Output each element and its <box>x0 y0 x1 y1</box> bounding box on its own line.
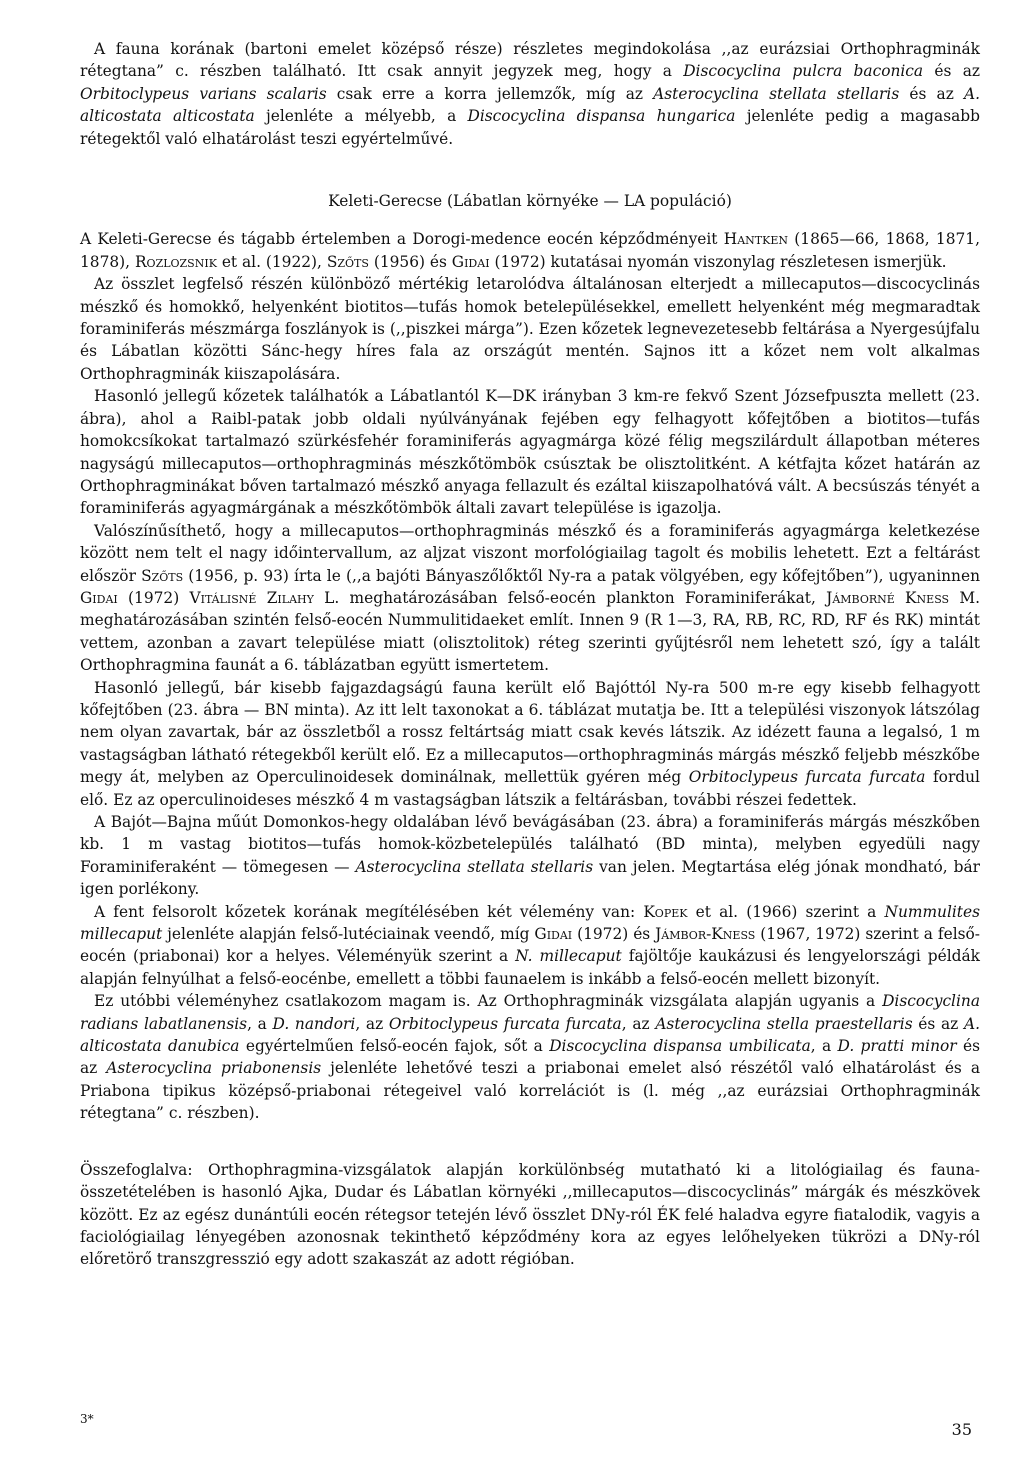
text-run: van jelen. Megtartása elég jónak mondható, bár igen porlékony. <box>80 857 981 899</box>
taxon-name: Discocyclina radians labatlanensis <box>80 992 980 1033</box>
paragraph-sampling <box>80 520 980 677</box>
text-run: jelenléte alapján felső-lutéciainak veendő, míg <box>162 925 535 944</box>
author-name: Szőts <box>141 566 184 585</box>
text-run: jelenléte a mélyebb, a <box>254 107 468 126</box>
text-run: és az <box>80 1037 980 1078</box>
text-run: et al. (1922), <box>216 252 327 271</box>
text-run: (1956) és <box>368 252 452 271</box>
text-run: (1956, p. 93) írta le (,,a bajóti Bányaszőlőktől Ny-ra a patak völgyében, egy kőfejtőben”), ugyaninnen <box>183 566 980 585</box>
text-run: A fent felsorolt kőzetek korának megítélésében két vélemény van: <box>94 902 644 921</box>
paragraph-author-opinion <box>80 990 980 1124</box>
text-run: Ez utóbbi véleményhez csatlakozom magam is. Az Orthophragminák vizsgálata alapján ugyanis a <box>94 992 883 1011</box>
text-run: jelenléte pedig a magasabb rétegektől való elhatárolást teszi egyértelművé. <box>80 107 980 148</box>
text-run: (1972) <box>117 588 190 607</box>
taxon-name: Asterocyclina stellata stellaris <box>355 857 594 876</box>
page-footer <box>80 1412 972 1440</box>
page-number: 35 <box>951 1420 972 1439</box>
text-run: Hasonló jellegű, bár kisebb fajgazdagságú fauna került elő Bajóttól Ny-ra 500 m-re egy kisebb felhagyott kőfejtőben (23. ábra — BN minta). Az itt lelt taxonokat a 6. táblázat mutatja be. Itt a települési viszonyok látszólag nem olyan zavartak, bár az összletből a rossz feltártság miatt csak kevés látszik. Az idézett fauna a legalsó, 1 m vastagságban látható rétegekből került elő. Ez a millecaputos—orthophragminás márgás mészkő feljebb mészkőbe megy át, melyben az Operculinoidesek dominálnak, mellettük gyéren még <box>80 678 980 787</box>
document-page <box>80 38 980 1271</box>
text-run: (1972) és <box>572 925 656 944</box>
taxon-name: Discocyclina dispansa hungarica <box>467 107 736 126</box>
text-run: és az <box>899 84 964 103</box>
paragraph-age-opinions <box>80 901 980 991</box>
author-name: Gidai <box>80 588 118 607</box>
text-run: csak erre a korra jellemzők, míg az <box>326 84 654 103</box>
text-run: , az <box>621 1014 656 1033</box>
author-name: Kopek <box>643 902 688 921</box>
text-run: fordul elő. Ez az operculinoideses mészkő 4 m vastagságban látszik a feltárásban, további részei fedettek. <box>80 768 980 809</box>
text-run: L. meghatározásában felső-eocén plankton Foraminiferákat, <box>313 588 827 607</box>
taxon-name: D. pratti minor <box>837 1037 957 1056</box>
text-run: et al. (1966) szerint a <box>687 902 885 921</box>
author-name: Szőts <box>326 252 369 271</box>
section-heading: Keleti-Gerecse (Lábatlan környéke — LA populáció) <box>328 192 732 211</box>
text-run: (1865—66, 1868, 1871, 1878), <box>80 230 980 271</box>
taxon-name: D. nandori <box>272 1014 356 1033</box>
text-run: A Keleti-Gerecse és tágabb értelemben a Dorogi-medence eocén képződményeit <box>80 230 724 249</box>
text-run: , az <box>355 1014 389 1033</box>
text-run: és az <box>912 1014 964 1033</box>
author-name: Gidai <box>451 252 490 271</box>
paragraph-bajot-quarry <box>80 677 980 811</box>
taxon-name: A. alticostata danubica <box>80 1014 980 1056</box>
taxon-name: Discocyclina dispansa umbilicata <box>549 1037 811 1056</box>
author-name: Jámbor-Kness <box>655 925 756 944</box>
taxon-name: Discocyclina pulcra baconica <box>683 62 924 81</box>
text-run: fajöltője kaukázusi és lengyelországi példák alapján felnyúlhat a felső-eocénbe, emellett a többi faunaelem is inkább a felső-eocén mellett bizonyít. <box>80 947 980 988</box>
paragraph-intro <box>80 228 980 273</box>
paragraph-domonkos-hegy <box>80 811 980 901</box>
author-name: Vitálisné Zilahy <box>189 588 314 607</box>
author-name: Rozlozsnik <box>134 252 217 271</box>
text-run: M. meghatározásában szintén felső-eocén Nummulitidaeket említ. Innen 9 (R 1—3, RA, RB, RC, RD, RF és RK) mintát vettem, azonban a zavart települése miatt (olisztolitok) réteg szerinti gyűjtésről nem lehetett szó, így a talált Orthophragmina faunát a 6. táblázatban együtt ismertetem. <box>80 588 981 675</box>
text-run: jelenléte lehetővé teszi a priabonai emelet alsó részétől való elhatárolást és a Priabona tipikus középső-priabonai rétegeivel való korrelációt is (l. még ,,az eurázsiai Orthophragminák rétegtana” c. részben). <box>80 1059 980 1123</box>
text-run: A fauna korának (bartoni emelet középső része) részletes megindokolása ,,az eurázsiai Orthophragminák rétegtana” c. részben található. Itt csak annyit jegyzek meg, hogy a <box>80 40 980 81</box>
paragraph-sequence: Az összlet legfelső részén különböző mértékig letarolódva általánosan elterjedt a millecaputos—discocyclinás mészkő és homokkő, helyenként biotitos—tufás homok betelepülésekkel, emellett helyenként még megmaradtak foraminiferás mészmárga foszlányok is (,,piszkei márga”). Ezen kőzetek legnevezetesebb feltárása a Nyergesújfalu és Lábatlan közötti Sánc-hegy híres fala az országút mentén. Sajnos itt a kőzet nem volt alkalmas Orthophragminák kiiszapolására. <box>80 275 980 383</box>
author-name: Gidai <box>534 925 573 944</box>
taxon-name: Asterocyclina priabonensis <box>106 1059 322 1078</box>
taxon-name: Nummulites millecaput <box>80 902 980 944</box>
text-run: , a <box>810 1037 838 1056</box>
paragraph-locality-szent-jozsefpuszta: Hasonló jellegű kőzetek találhatók a Lábatlantól K—DK irányban 3 km-re fekvő Szent Józsefpuszta mellett (23. ábra), ahol a Raibl-patak jobb oldali nyúlványának fejében egy felhagyott kőfejtőben a biotitos—tufás homokcsíkokat tartalmazó szürkésfehér foraminiferás agyagmárga közé félig megszilárdult állapotban méteres nagyságú millecaputos—orthophragminás mészkőtömbök csúsztak be olisztolitként. A kétfajta kőzet határán az Orthophragminákat bőven tartalmazó mészkő anyaga fellazult és ezáltal kiiszapolhatóvá vált. A becsúszás tényét a foraminiferás agyagmárgának a mészkőtömbök általi zavart települése is igazolja. <box>80 387 980 518</box>
text-run: és az <box>923 62 980 81</box>
signature-mark: 3* <box>80 1412 94 1426</box>
author-name: Jámborné Kness <box>826 588 950 607</box>
text-run: (1967, 1972) szerint a felső-eocén (priabonai) kor a helyes. Véleményük szerint a <box>80 925 980 966</box>
taxon-name: Asterocyclina stellata stellaris <box>653 84 900 103</box>
text-run: A Bajót—Bajna műút Domonkos-hegy oldalában lévő bevágásában (23. ábra) a foraminiferás márgás mészkőben kb. 1 m vastag biotitos—tufás homok-közbetelepülés található (BD minta), melyben egyedüli nagy Foraminiferaként — tömegesen — <box>80 813 980 876</box>
taxon-name: Orbitoclypeus furcata furcata <box>388 1014 622 1033</box>
text-run: egyértelműen felső-eocén fajok, sőt a <box>239 1037 550 1056</box>
paragraph-fauna-age <box>80 38 980 150</box>
section-spacer <box>80 1125 980 1159</box>
text-run: (1972) kutatásai nyomán viszonylag részletesen ismerjük. <box>489 252 947 271</box>
text-run: , a <box>247 1014 273 1033</box>
taxon-name: Orbitoclypeus furcata furcata <box>688 768 926 787</box>
paragraph-summary: Összefoglalva: Orthophragmina-vizsgálatok alapján korkülönbség mutatható ki a litológiailag és fauna-összetételében is hasonló Ajka, Dudar és Lábatlan környéki ,,millecaputos—discocyclinás” márgák és mészkövek között. Ez az egész dunántúli eocén rétegsor tetején lévő összlet DNy-ról ÉK felé haladva egyre fiatalodik, vagyis a faciológiailag lényegében azonosnak tekinthető képződmény kora az egyes lelőhelyeken tükrözi a DNy-ról előretörő transzgresszió egy adott szakaszát az adott régióban. <box>80 1160 980 1269</box>
taxon-name: Orbitoclypeus varians scalaris <box>80 84 327 103</box>
taxon-name: Asterocyclina stella praestellaris <box>655 1014 913 1033</box>
author-name: Hantken <box>723 230 788 249</box>
taxon-name: N. millecaput <box>515 947 622 966</box>
text-run: Valószínűsíthető, hogy a millecaputos—orthophragminás mészkő és a foraminiferás agyagmárga keletkezése között nem telt el nagy időintervallum, az aljzat viszont morfológiailag tagolt és mobilis lehetett. Ezt a feltárást először <box>80 521 980 585</box>
taxon-name: A. alticostata alticostata <box>80 84 981 126</box>
